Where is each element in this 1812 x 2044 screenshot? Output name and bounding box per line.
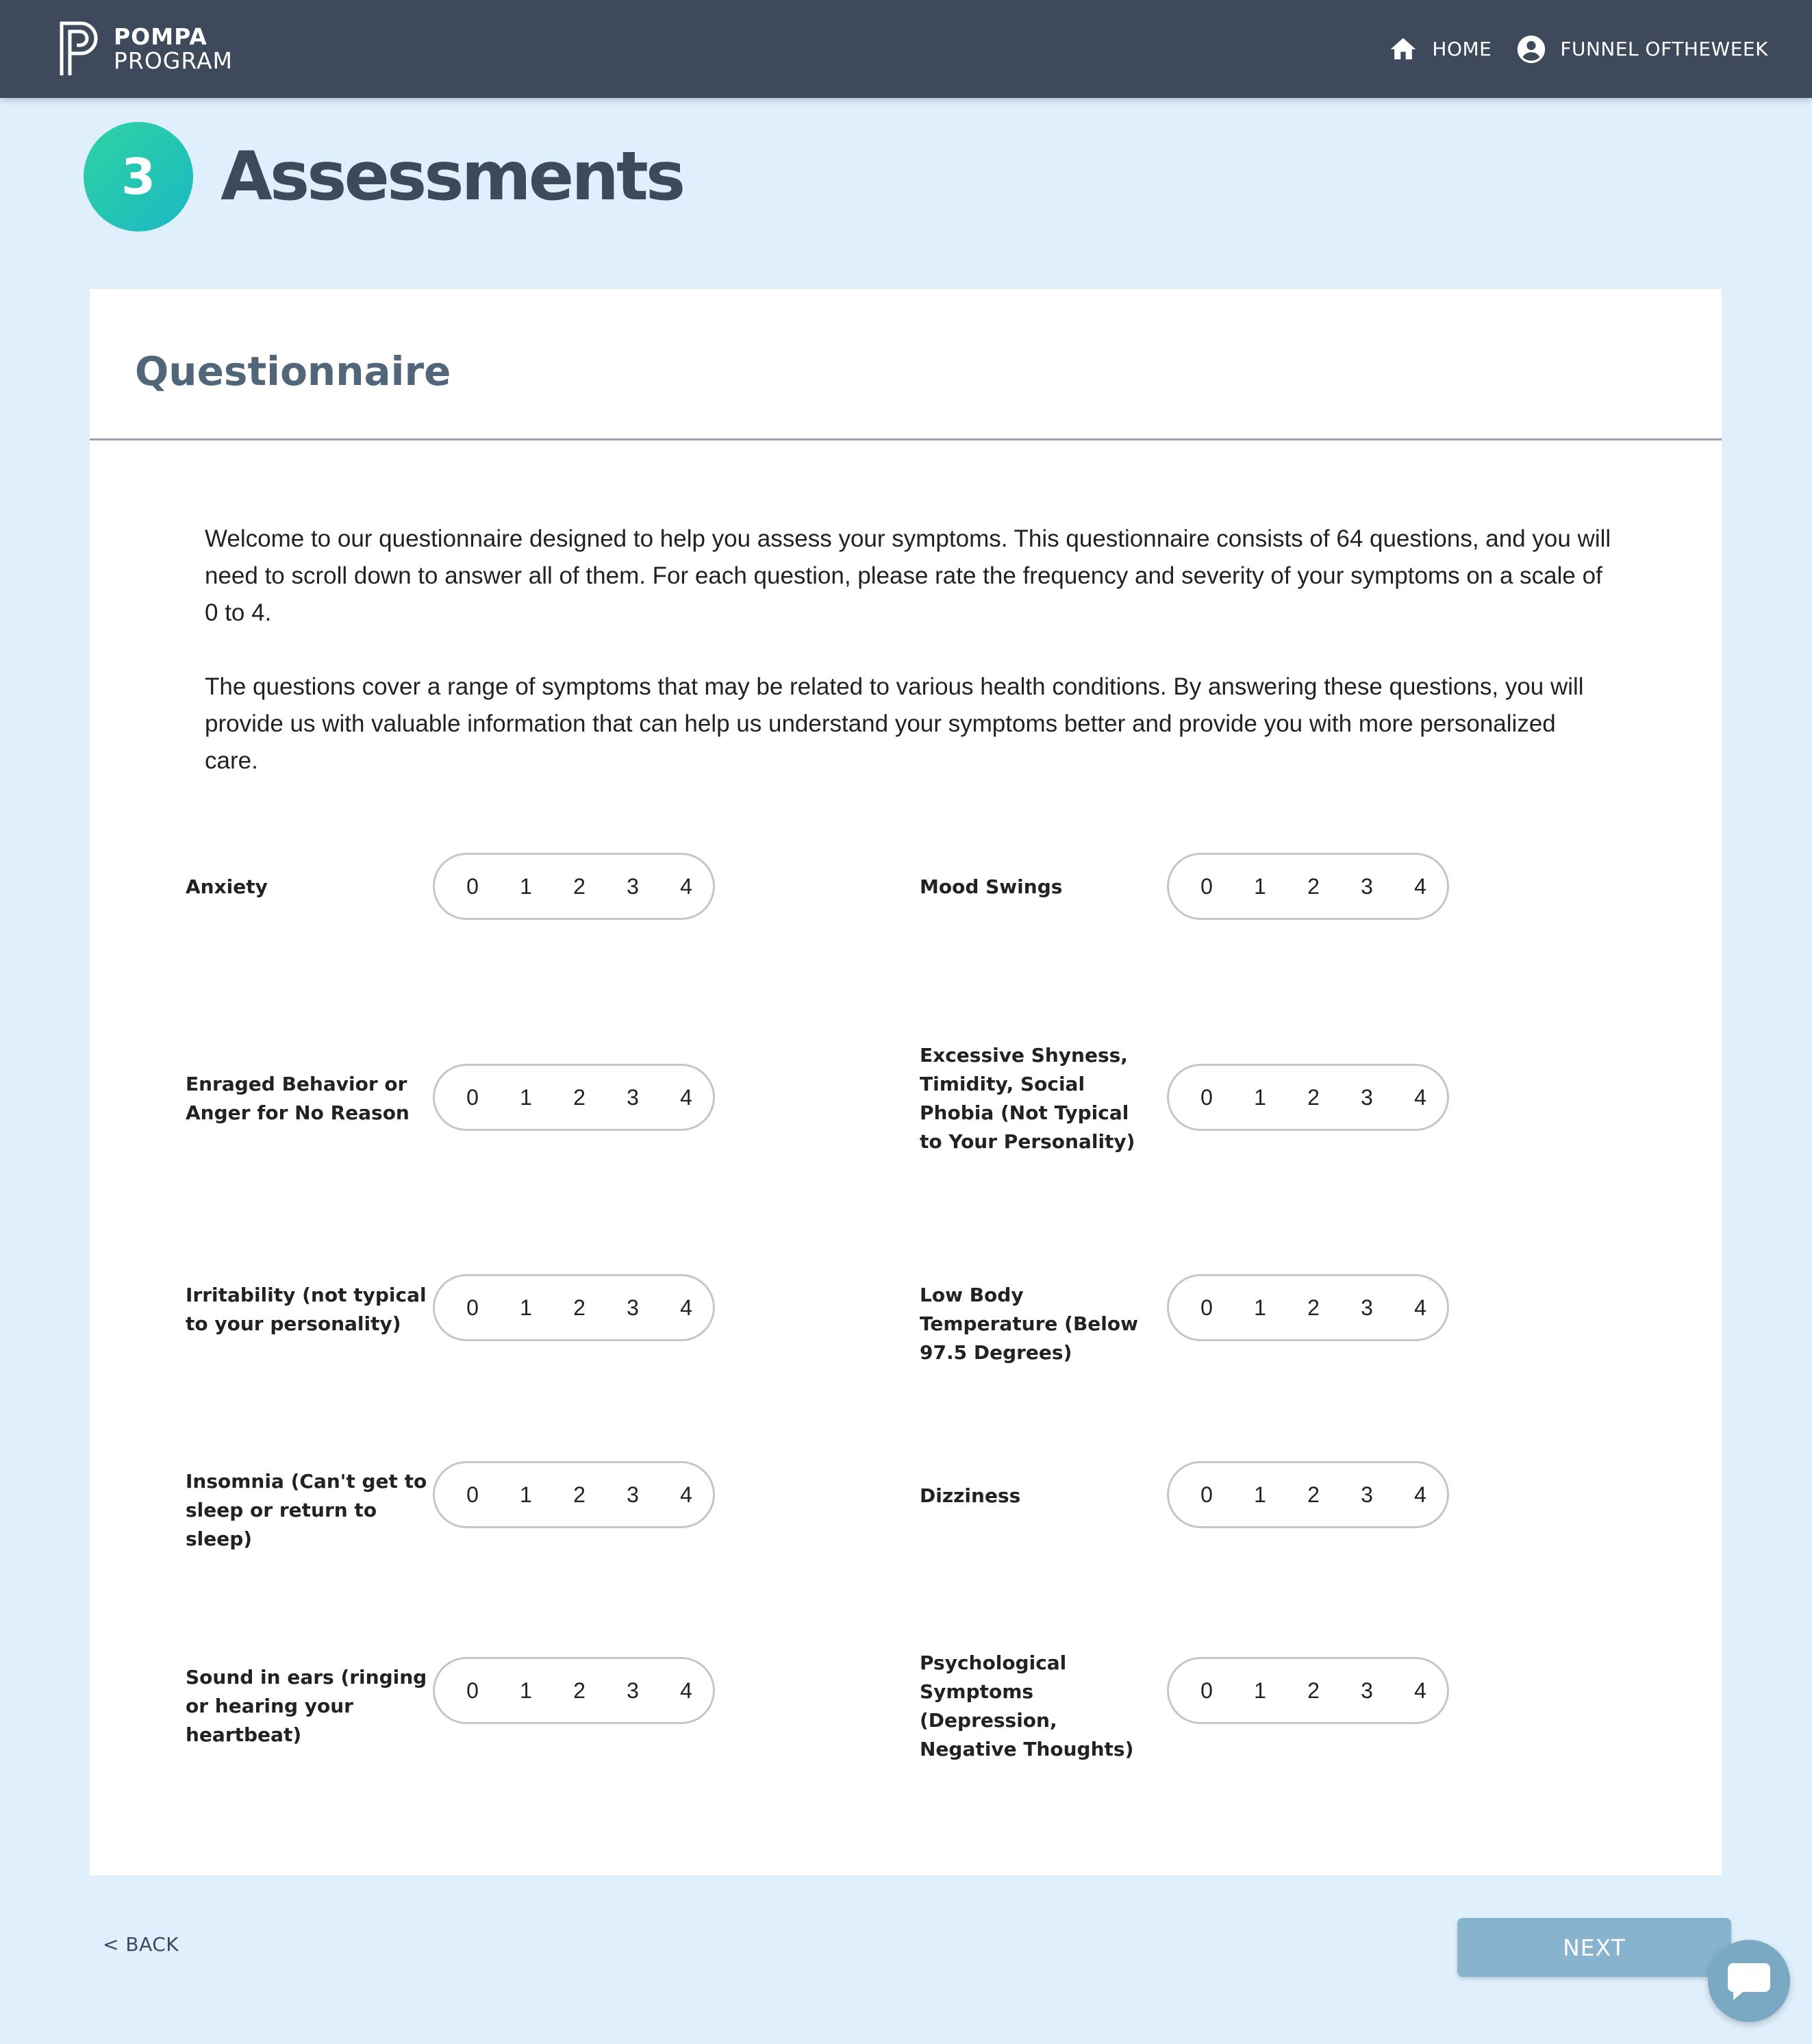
rating-option-4[interactable]: 4 — [1414, 1295, 1426, 1320]
intro-paragraph-2: The questions cover a range of symptoms that may be related to various health conditions. By answering these questions, you will provide us with valuable information that can help us understand your symptoms better and provide you with more personalized care. — [205, 673, 1584, 774]
rating-option-2[interactable]: 2 — [573, 1085, 586, 1110]
top-navigation-bar — [0, 0, 1812, 98]
logo-line-1: POMPA — [114, 23, 207, 50]
rating-option-2[interactable]: 2 — [573, 1678, 586, 1703]
rating-option-3[interactable]: 3 — [627, 1295, 639, 1320]
rating-option-4[interactable]: 4 — [680, 1295, 692, 1320]
rating-option-2[interactable]: 2 — [573, 1482, 586, 1507]
rating-option-0[interactable]: 0 — [1200, 1482, 1213, 1507]
rating-option-3[interactable]: 3 — [1361, 874, 1373, 899]
rating-option-1[interactable]: 1 — [520, 1678, 532, 1703]
rating-scale — [1167, 1657, 1449, 1724]
rating-option-0[interactable]: 0 — [466, 1482, 479, 1507]
rating-scale — [1167, 1274, 1449, 1341]
rating-option-4[interactable]: 4 — [680, 1482, 692, 1507]
rating-option-0[interactable]: 0 — [1200, 1085, 1213, 1110]
header-nav — [1388, 0, 1768, 98]
question-label: Excessive Shyness, Timidity, Social Phobia (Not Typical to Your Personality) — [920, 1044, 1135, 1153]
rating-option-3[interactable]: 3 — [1361, 1295, 1373, 1320]
nav-home-label: HOME — [1432, 38, 1492, 60]
rating-scale — [1167, 1064, 1449, 1131]
rating-option-0[interactable]: 0 — [1200, 1295, 1213, 1320]
chat-widget-button[interactable] — [1708, 1940, 1790, 2022]
nav-account-link[interactable] — [1516, 34, 1768, 64]
logo-line-2: PROGRAM — [114, 47, 234, 74]
rating-option-2[interactable]: 2 — [1307, 1085, 1320, 1110]
rating-option-2[interactable]: 2 — [573, 1295, 586, 1320]
rating-option-0[interactable]: 0 — [1200, 874, 1213, 899]
rating-option-4[interactable]: 4 — [680, 874, 692, 899]
questionnaire-card — [90, 289, 1722, 1875]
logo-wordmark — [114, 25, 233, 72]
pompa-program-logo[interactable] — [58, 21, 233, 77]
back-button[interactable]: < BACK — [103, 1933, 179, 1956]
question-label: Dizziness — [920, 1484, 1021, 1507]
rating-option-2[interactable]: 2 — [1307, 1482, 1320, 1507]
account-circle-icon — [1516, 34, 1546, 64]
rating-option-4[interactable]: 4 — [680, 1085, 692, 1110]
rating-option-4[interactable]: 4 — [1414, 874, 1426, 899]
rating-scale — [433, 1657, 715, 1724]
rating-option-2[interactable]: 2 — [1307, 874, 1320, 899]
rating-option-0[interactable]: 0 — [466, 874, 479, 899]
question-label: Mood Swings — [920, 875, 1063, 898]
rating-option-0[interactable]: 0 — [1200, 1678, 1213, 1703]
card-divider — [90, 438, 1722, 440]
nav-account-label: FUNNEL OFTHEWEEK — [1560, 38, 1768, 60]
rating-option-1[interactable]: 1 — [520, 1482, 532, 1507]
question-label: Anxiety — [186, 875, 268, 898]
rating-option-4[interactable]: 4 — [1414, 1085, 1426, 1110]
question-label: Irritability (not typical to your personality) — [186, 1284, 427, 1335]
page-title: Assessments — [221, 138, 683, 216]
pompa-p-logo-icon — [58, 21, 100, 77]
question-label: Insomnia (Can't get to sleep or return to sleep) — [186, 1470, 427, 1550]
rating-option-1[interactable]: 1 — [1254, 874, 1266, 899]
question-label: Enraged Behavior or Anger for No Reason — [186, 1073, 410, 1124]
nav-home-link[interactable] — [1388, 34, 1492, 64]
card-title: Questionnaire — [135, 348, 451, 395]
rating-option-3[interactable]: 3 — [1361, 1085, 1373, 1110]
rating-scale — [433, 1274, 715, 1341]
rating-option-1[interactable]: 1 — [1254, 1085, 1266, 1110]
question-label: Sound in ears (ringing or hearing your heartbeat) — [186, 1666, 427, 1746]
rating-option-2[interactable]: 2 — [573, 874, 586, 899]
rating-option-1[interactable]: 1 — [1254, 1295, 1266, 1320]
rating-option-2[interactable]: 2 — [1307, 1678, 1320, 1703]
rating-scale — [1167, 1461, 1449, 1528]
step-number-badge: 3 — [84, 122, 193, 232]
rating-option-3[interactable]: 3 — [1361, 1678, 1373, 1703]
rating-option-0[interactable]: 0 — [466, 1085, 479, 1110]
rating-scale — [433, 1461, 715, 1528]
rating-scale — [433, 1064, 715, 1131]
rating-option-1[interactable]: 1 — [520, 1295, 532, 1320]
question-label: Low Body Temperature (Below 97.5 Degrees) — [920, 1284, 1138, 1364]
rating-option-3[interactable]: 3 — [627, 1085, 639, 1110]
rating-option-1[interactable]: 1 — [1254, 1678, 1266, 1703]
intro-paragraph-1: Welcome to our questionnaire designed to help you assess your symptoms. This questionnaire consists of 64 questions, and you will need to scroll down to answer all of them. For each question, please rate the frequency and severity of your symptoms on a scale of 0 to 4. — [205, 525, 1611, 626]
rating-option-3[interactable]: 3 — [627, 874, 639, 899]
rating-option-1[interactable]: 1 — [520, 1085, 532, 1110]
rating-option-2[interactable]: 2 — [1307, 1295, 1320, 1320]
rating-option-4[interactable]: 4 — [1414, 1678, 1426, 1703]
rating-option-4[interactable]: 4 — [680, 1678, 692, 1703]
home-icon — [1388, 34, 1418, 64]
rating-option-1[interactable]: 1 — [1254, 1482, 1266, 1507]
rating-option-3[interactable]: 3 — [1361, 1482, 1373, 1507]
chat-bubble-icon — [1726, 1960, 1772, 2002]
rating-option-4[interactable]: 4 — [1414, 1482, 1426, 1507]
rating-option-1[interactable]: 1 — [520, 874, 532, 899]
rating-option-0[interactable]: 0 — [466, 1295, 479, 1320]
rating-scale — [433, 853, 715, 920]
rating-option-3[interactable]: 3 — [627, 1482, 639, 1507]
question-label: Psychological Symptoms (Depression, Negative Thoughts) — [920, 1652, 1134, 1760]
rating-scale — [1167, 853, 1449, 920]
rating-option-0[interactable]: 0 — [466, 1678, 479, 1703]
next-button[interactable]: NEXT — [1457, 1918, 1731, 1977]
rating-option-3[interactable]: 3 — [627, 1678, 639, 1703]
